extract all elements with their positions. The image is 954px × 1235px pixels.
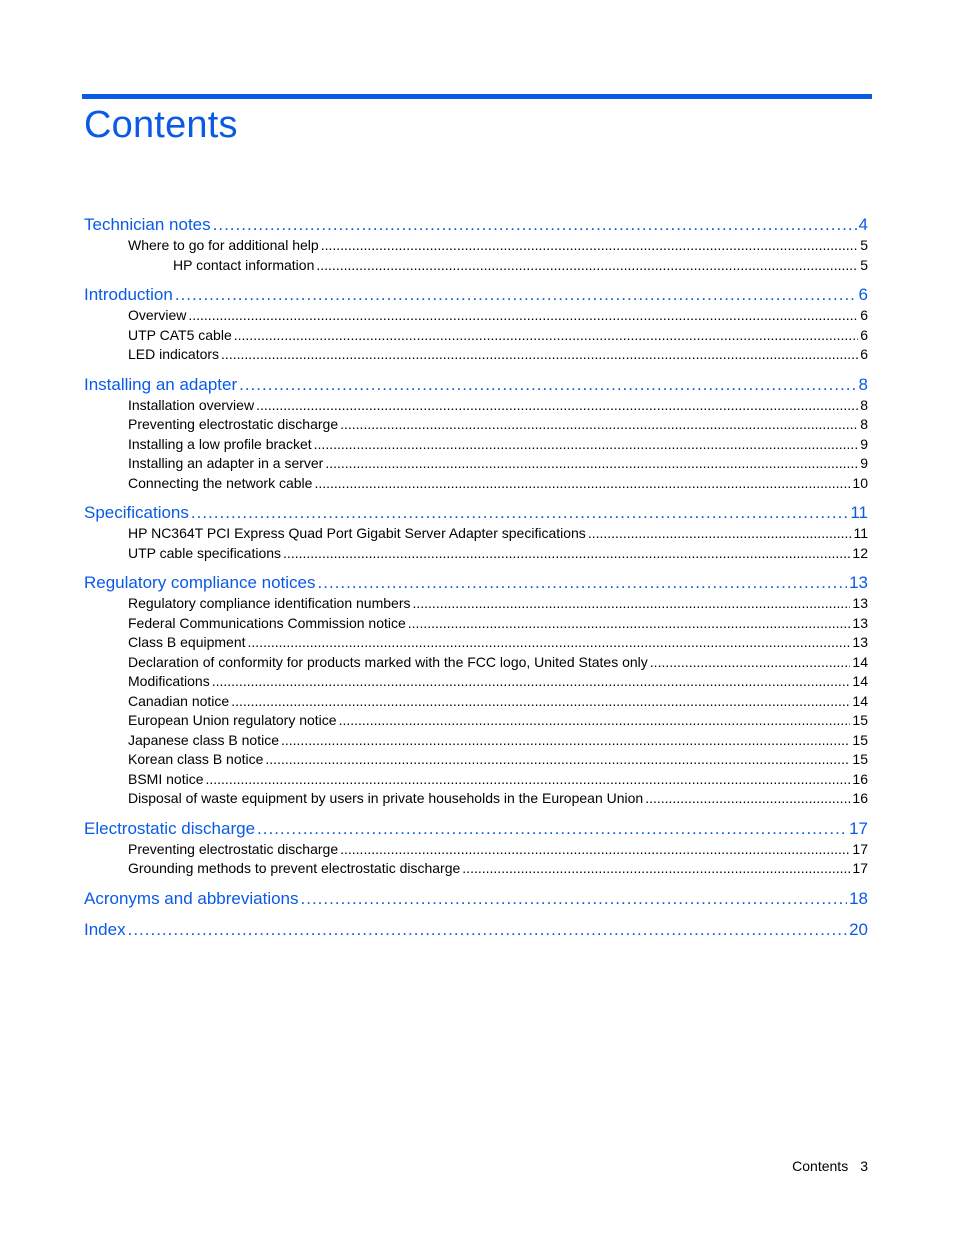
toc-entry-page: 8 [860,416,868,432]
toc-subsection-link[interactable] [128,594,868,614]
toc-entry-page: 16 [852,770,868,787]
dot-leader [283,544,850,564]
toc-entry-title: Installing an adapter in a server [128,455,324,471]
toc-entry-title: Connecting the network cable [128,474,313,491]
toc-subsection-link[interactable] [128,672,868,692]
toc-entry-title: European Union regulatory notice [128,712,337,728]
dot-leader [212,672,851,692]
dot-leader [340,840,850,860]
toc-subsection-link[interactable] [128,474,868,494]
toc-entry-title: Japanese class B notice [128,731,279,748]
toc-section [84,919,868,941]
toc-subsection-link[interactable] [128,614,868,634]
toc-entry-title: Declaration of conformity for products marked with the FCC logo, United States only [128,653,648,670]
page-title: Contents [84,104,238,146]
toc-chapter-link[interactable] [84,919,868,941]
dot-leader [248,633,851,653]
dot-leader [316,256,858,276]
toc-subsection-link[interactable] [128,653,868,673]
toc-subsection-link[interactable] [128,750,868,770]
toc-section [84,502,868,563]
toc-chapter-link[interactable] [84,888,868,910]
toc-entry-title: BSMI notice [128,770,204,787]
dot-leader [191,502,848,524]
dot-leader [462,859,850,879]
dot-leader [301,888,848,910]
dot-leader [239,374,856,396]
toc-entry-page: 8 [860,396,868,413]
toc-entry-title: UTP CAT5 cable [128,326,232,343]
toc-entry-title: Class B equipment [128,634,246,650]
toc-entry-title: UTP cable specifications [128,544,282,561]
toc-entry-title: Preventing electrostatic discharge [128,416,339,432]
toc-entry-page: 18 [849,888,868,908]
toc-chapter-link[interactable] [84,374,868,396]
dot-leader [175,284,857,306]
dot-leader [340,415,858,435]
toc-entry-page: 6 [858,285,868,304]
toc-chapter-link[interactable] [84,818,868,840]
dot-leader [213,214,857,236]
dot-leader [256,396,858,416]
toc-entry-title: Disposal of waste equipment by users in private households in the European Union [128,790,644,806]
toc-entry-page: 14 [852,653,868,670]
toc-entry-page: 13 [852,614,868,631]
toc-subsection-link[interactable] [128,770,868,790]
toc-subsection-link[interactable] [128,731,868,751]
dot-leader [325,454,858,474]
toc-entry-title: Installing an adapter [84,374,238,394]
toc-entry-title: Where to go for additional help [128,237,319,253]
toc-entry-page: 11 [850,503,868,522]
toc-entry-title: HP contact information [173,256,315,273]
toc-entry-page: 9 [860,435,868,452]
toc-section [84,572,868,809]
toc-subsection-link[interactable] [128,692,868,712]
toc-entry-page: 9 [860,455,868,471]
toc-subsection-link[interactable] [128,524,868,544]
dot-leader [205,770,850,790]
toc-subsection-link[interactable] [128,544,868,564]
dot-leader [588,524,852,544]
toc-entry-title: Regulatory compliance notices [84,573,316,592]
toc-section [84,888,868,910]
toc-section [84,818,868,879]
dot-leader [412,594,850,614]
toc-subsection-link[interactable] [128,435,868,455]
toc-subsection-link[interactable] [128,415,868,435]
toc-entry-title: Electrostatic discharge [84,818,256,838]
toc-entry-title: HP NC364T PCI Express Quad Port Gigabit Server Adapter specifications [128,525,586,541]
toc-entry-title: Korean class B notice [128,751,264,767]
dot-leader [265,750,850,770]
toc-entry-page: 13 [849,573,868,592]
toc-entry-page: 6 [860,346,868,362]
toc-entry-title: Grounding methods to prevent electrostatic discharge [128,860,461,876]
toc-entry-title: Installation overview [128,396,255,413]
dot-leader [128,919,847,941]
toc-entry-title: Preventing electrostatic discharge [128,840,339,857]
toc-subsection-link[interactable] [128,345,868,365]
toc-entry-title: LED indicators [128,346,220,362]
toc-chapter-link[interactable] [84,284,868,306]
toc-entry-page: 14 [852,673,868,689]
toc-subsection-link[interactable] [128,840,868,860]
toc-entry-page: 15 [852,731,868,748]
footer-page-number: 3 [860,1158,868,1174]
toc-entry-page: 16 [852,790,868,806]
toc-subsection-link[interactable] [173,256,868,276]
toc-subsection-link[interactable] [128,396,868,416]
toc-entry-page: 13 [852,634,868,650]
toc-subsection-link[interactable] [128,236,868,256]
dot-leader [318,572,848,594]
toc-entry-title: Installing a low profile bracket [128,435,312,452]
toc-subsection-link[interactable] [128,326,868,346]
toc-section [84,374,868,494]
toc-entry-page: 17 [849,818,868,838]
toc-entry-page: 15 [852,712,868,728]
toc-entry-title: Index [84,919,126,939]
toc-entry-title: Regulatory compliance identification numbers [128,595,411,611]
toc-entry-page: 14 [852,692,868,709]
toc-subsection-link[interactable] [128,306,868,326]
toc-entry-page: 8 [858,374,868,394]
toc-entry-page: 11 [853,525,868,541]
toc-entry-page: 13 [852,595,868,611]
dot-leader [650,653,851,673]
dot-leader [645,789,850,809]
dot-leader [321,236,859,256]
toc-entry-page: 17 [852,860,868,876]
dot-leader [231,692,850,712]
toc-entry-page: 17 [852,840,868,857]
table-of-contents [84,214,868,950]
toc-entry-title: Acronyms and abbreviations [84,888,299,908]
dot-leader [234,326,858,346]
toc-entry-title: Federal Communications Commission notice [128,614,406,631]
toc-section [84,214,868,275]
dot-leader [314,435,859,455]
toc-entry-title: Overview [128,307,187,323]
toc-entry-page: 12 [852,544,868,561]
title-rule [82,94,872,99]
toc-entry-page: 5 [860,237,868,253]
page-footer [792,1158,868,1174]
toc-subsection-link[interactable] [128,859,868,879]
dot-leader [221,345,858,365]
toc-entry-title: Canadian notice [128,692,230,709]
toc-entry-title: Specifications [84,503,189,522]
toc-entry-title: Modifications [128,673,210,689]
toc-chapter-link[interactable] [84,502,868,524]
dot-leader [339,711,851,731]
dot-leader [188,306,858,326]
toc-entry-page: 6 [860,326,868,343]
toc-subsection-link[interactable] [128,789,868,809]
toc-entry-title: Introduction [84,285,173,304]
dot-leader [281,731,850,751]
toc-entry-page: 10 [852,474,868,491]
toc-chapter-link[interactable] [84,214,868,236]
dot-leader [408,614,851,634]
toc-entry-page: 4 [858,215,868,234]
toc-chapter-link[interactable] [84,572,868,594]
toc-subsection-link[interactable] [128,633,868,653]
dot-leader [257,818,847,840]
toc-entry-title: Technician notes [84,215,211,234]
toc-section [84,284,868,365]
toc-subsection-link[interactable] [128,711,868,731]
footer-label: Contents [792,1158,849,1174]
dot-leader [314,474,850,494]
toc-entry-page: 6 [860,307,868,323]
toc-entry-page: 20 [849,919,868,939]
toc-subsection-link[interactable] [128,454,868,474]
toc-entry-page: 15 [852,751,868,767]
toc-entry-page: 5 [860,256,868,273]
